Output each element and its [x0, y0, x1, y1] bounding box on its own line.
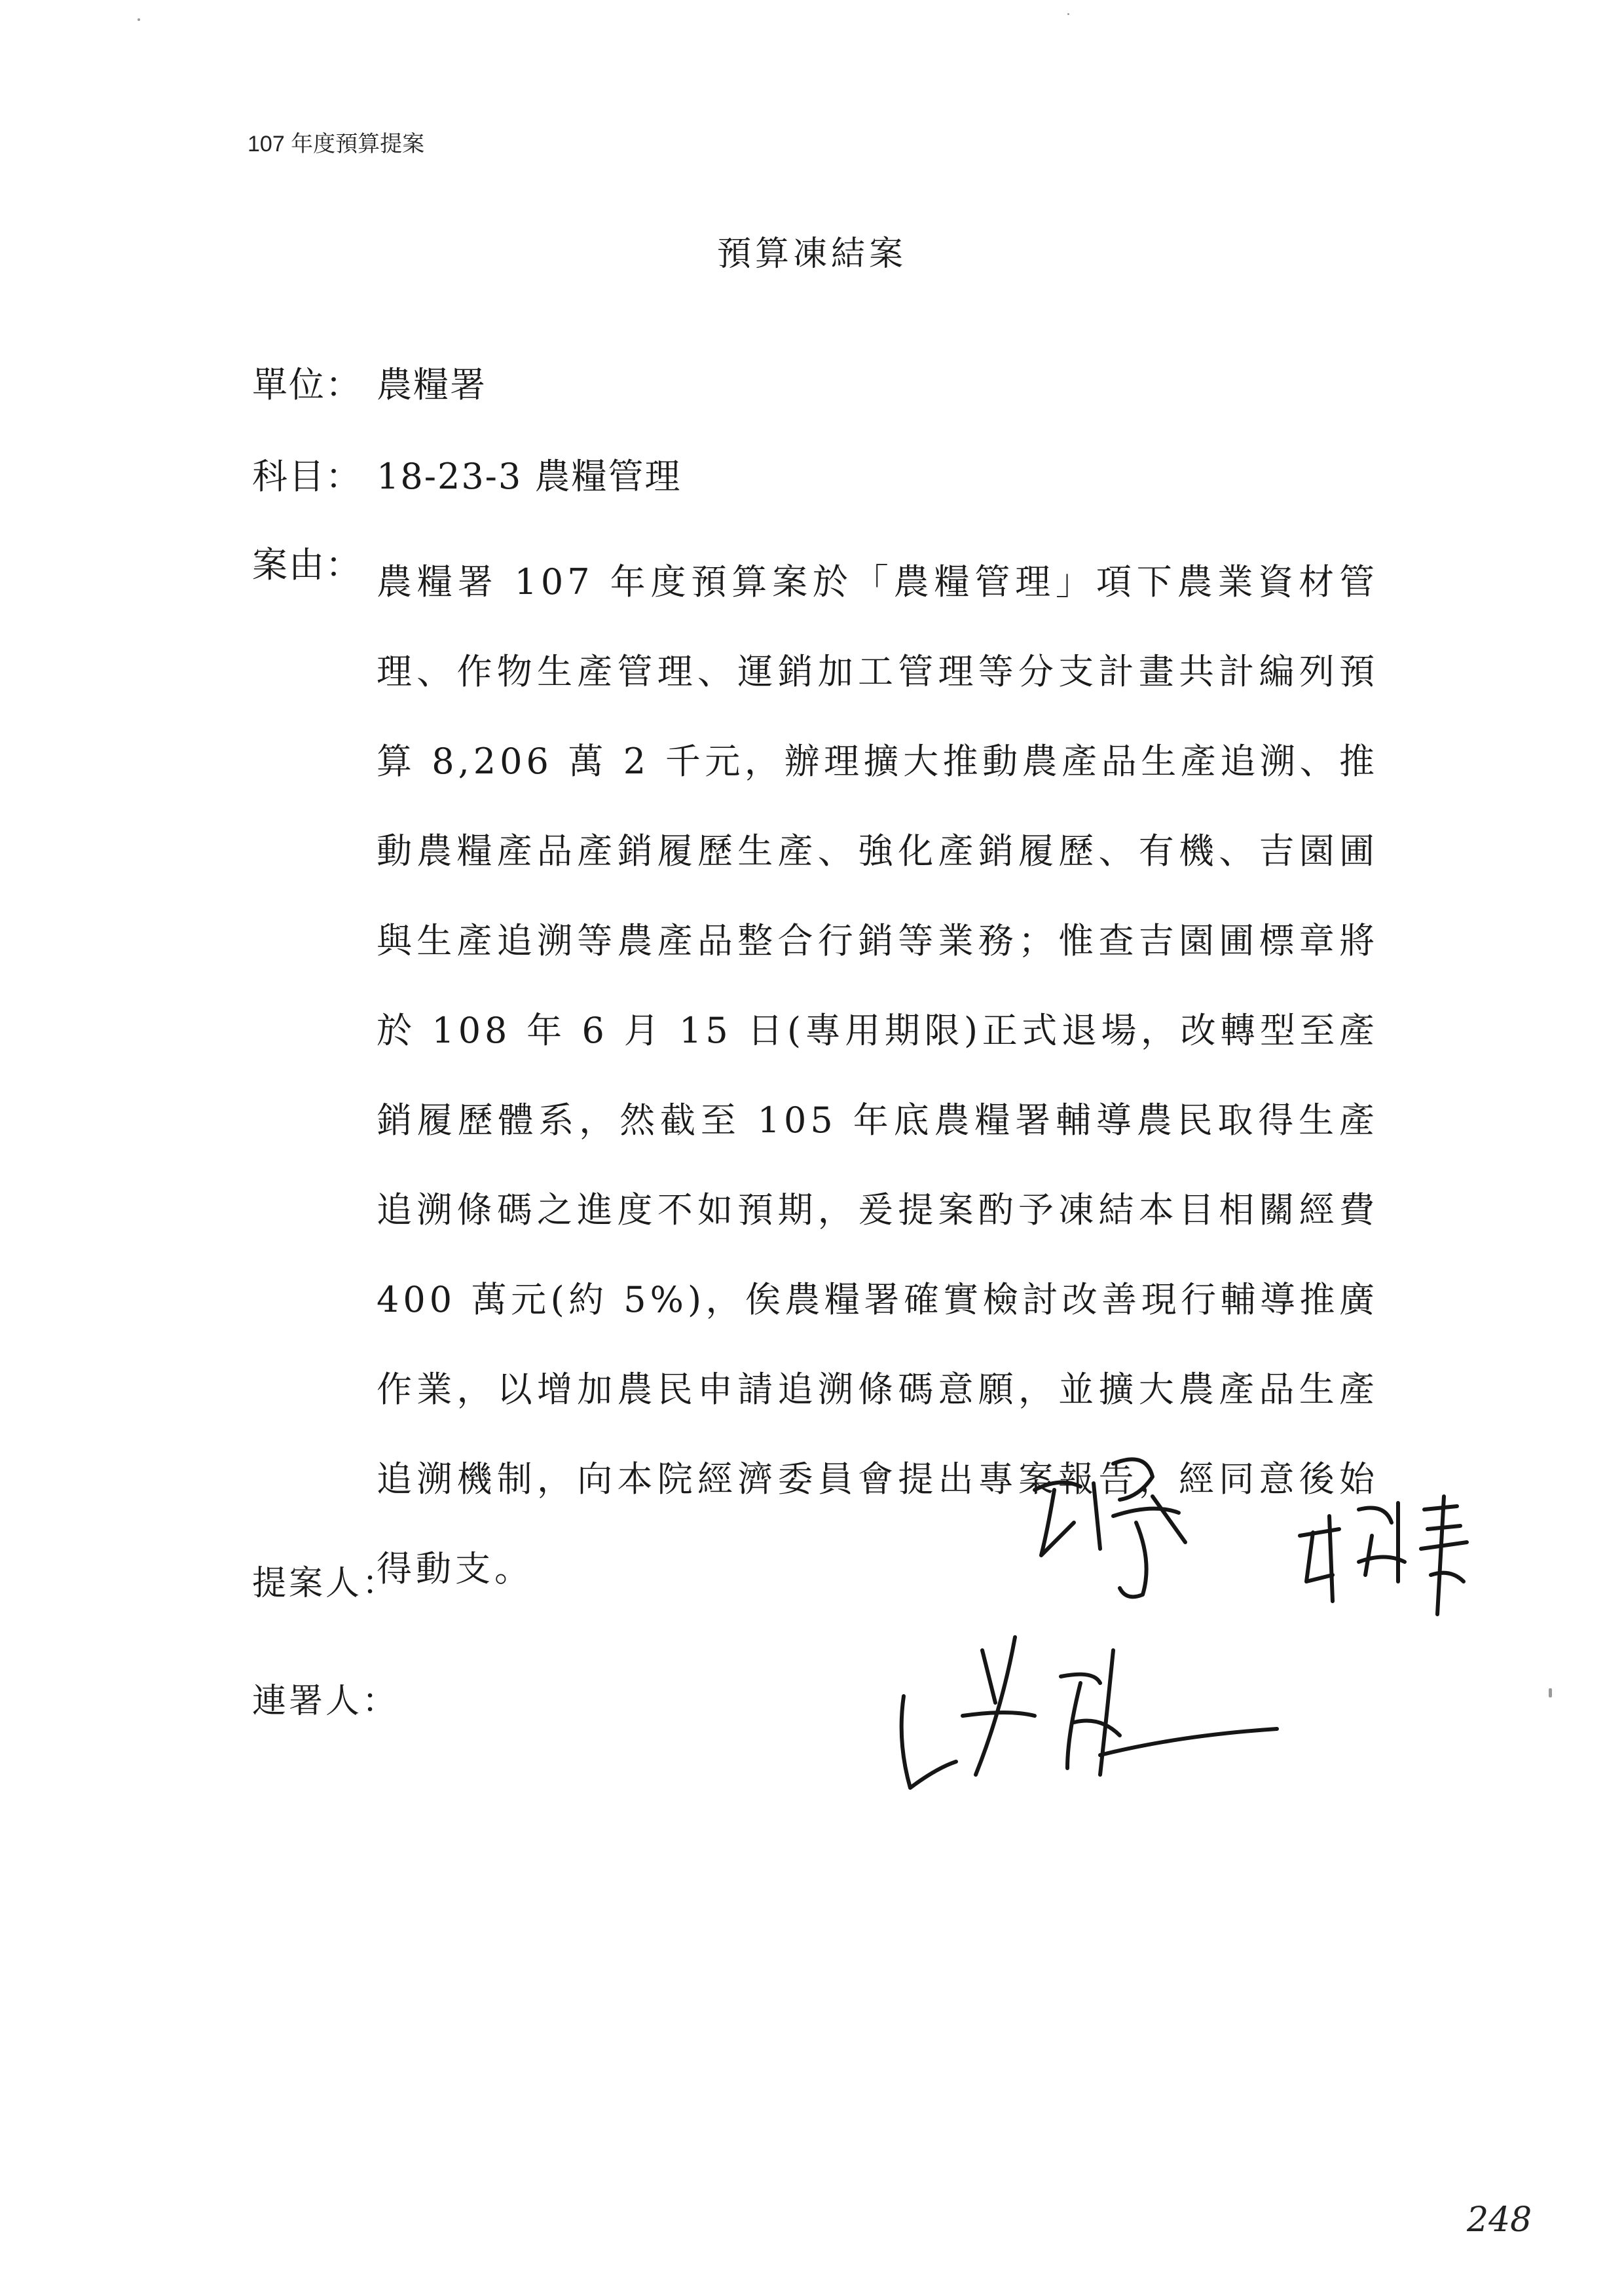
- scan-artifact: [1067, 13, 1069, 15]
- handwritten-number: [668, 1942, 917, 2073]
- subject-field: [252, 449, 681, 499]
- reason-text: 農糧署 107 年度預算案於「農糧管理」項下農業資材管理、作物生產管理、運銷加工管理等分支計畫共計編列預算 8,206 萬 2 千元，辦理擴大推動農產品生產追溯、推動農糧產品產銷履歷生產、強化產銷履歷、有機、吉園圃與生產追溯等農產品整合行銷等業務；惟查吉園圃標章將於 108 年 6 月 15 日(專用期限)正式退場，改轉型至產銷履歷體系，然截至 105 年底農糧署輔導農民取得生產追溯條碼之進度不如預期，爰提案酌予凍結本目相關經費 400 萬元(約 5%)，俟農糧署確實檢討改善現行輔導推廣作業，以增加農民申請追溯條碼意願，並擴大農產品生產追溯機制，向本院經濟委員會提出專案報告，經同意後始得動支。: [377, 561, 1378, 1589]
- cosigner-signature-2: [1293, 1477, 1483, 1634]
- subject-label: 科目：: [252, 456, 362, 497]
- scan-artifact: [1549, 1688, 1552, 1697]
- reason-label: 案由：: [252, 544, 362, 585]
- unit-value: 農糧署: [377, 364, 487, 405]
- header-note: 107 年度預算提案: [248, 132, 425, 157]
- cosigner-signature-3: [884, 1611, 1303, 1807]
- document-title: 預算凍結案: [716, 234, 907, 274]
- cosigner-label: 連署人：: [252, 1682, 399, 1721]
- subject-value: 18-23-3 農糧管理: [377, 456, 682, 497]
- proposer-label: 提案人：: [252, 1564, 399, 1603]
- unit-field: [252, 357, 487, 407]
- scan-artifact: [138, 18, 140, 21]
- page-number: 248: [1467, 2200, 1532, 2240]
- cosigner-signature-1: [1022, 1437, 1244, 1608]
- unit-label: 單位：: [252, 364, 362, 405]
